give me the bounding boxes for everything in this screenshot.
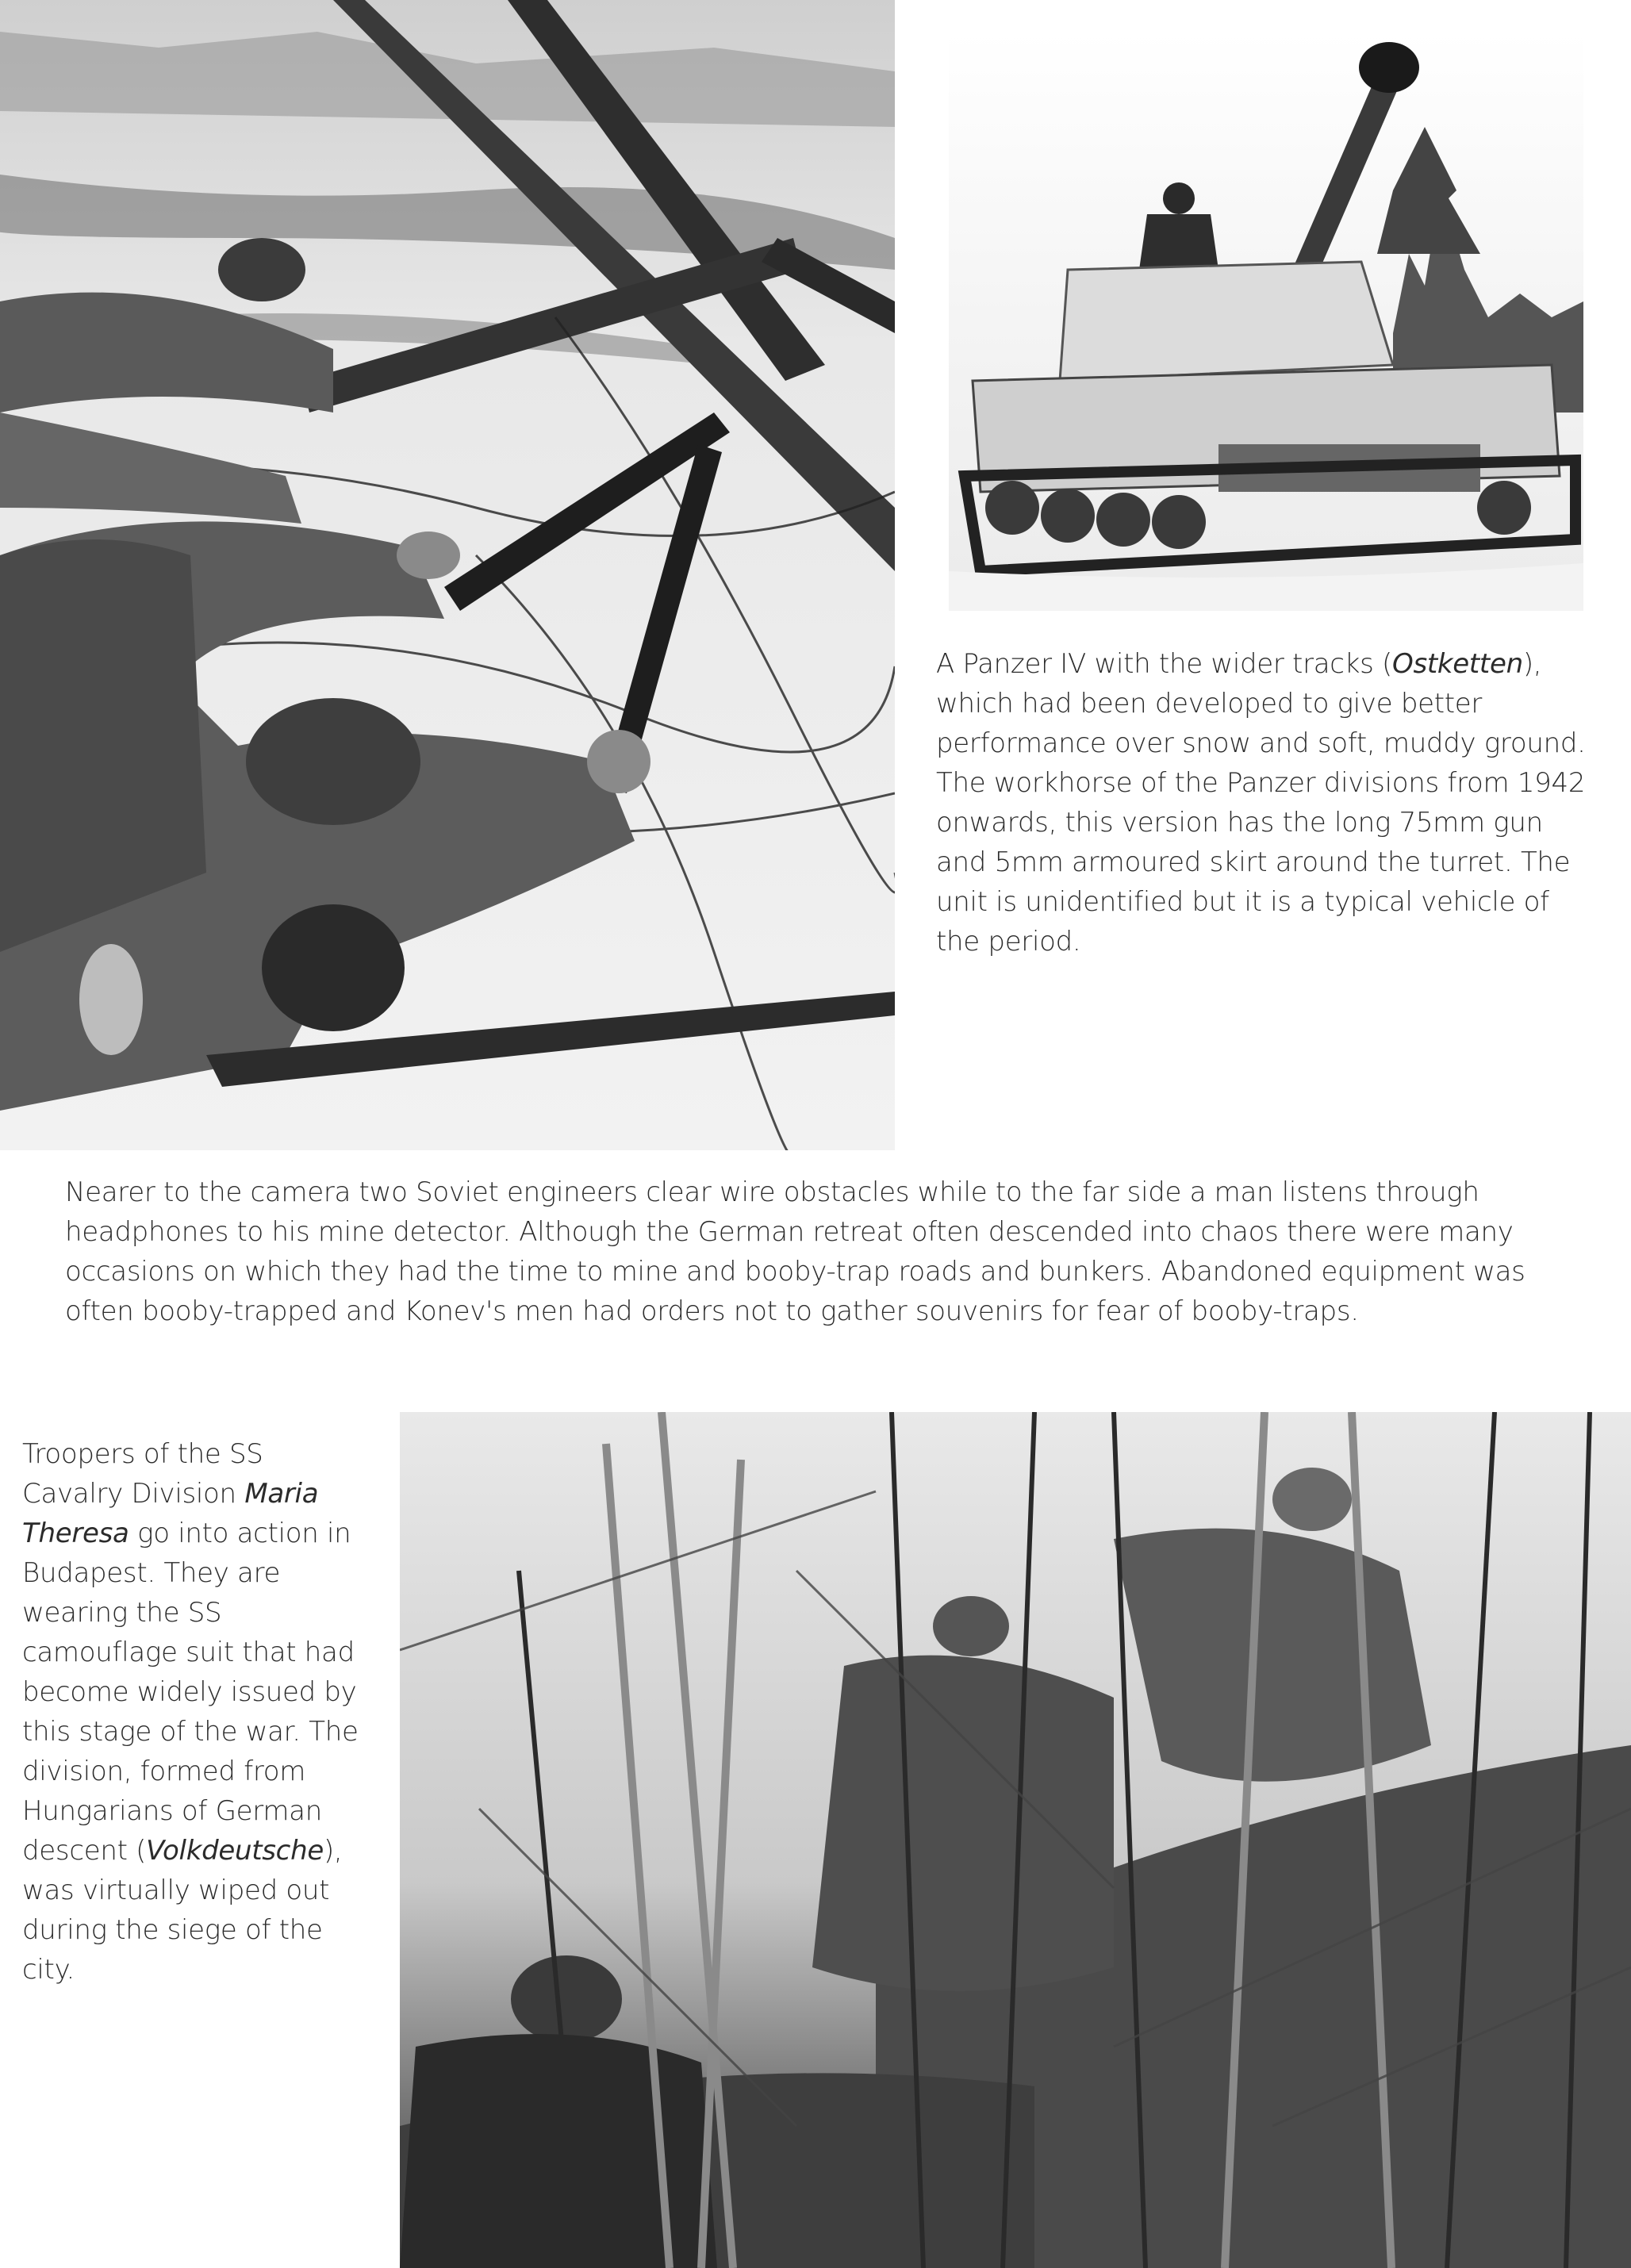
caption-engineers: Nearer to the camera two Soviet engineers clear wire obstacles while to the far side a man listens through headphones to his mine detector. Although the German retreat often descended into chaos there were many occasions on which they had the time to mine and booby-trap roads and bunkers. Abandoned equipment was often booby-trapped and Konev's men had orders not to gather souvenirs for fear of booby-traps. [65, 1176, 1525, 1327]
caption-troopers-italic-2: Volkdeutsche [146, 1835, 324, 1867]
caption-troopers-italic-1: Maria Theresa [22, 1478, 319, 1549]
caption-panzer-text-2: ), which had been developed to give better performance over snow and soft, muddy ground. The workhorse of the Panzer divisions from 1942 onwards, this version has the long 75mm gun and 5mm armoured skirt around the turret. The unit is unidentified but it is a typical vehicle of the period. [936, 648, 1586, 957]
caption-troopers-text-3: ), was virtually wiped out during the siege of the city. [22, 1835, 343, 1986]
caption-panzer-text-1: A Panzer IV with the wider tracks ( [936, 648, 1392, 680]
caption-troopers [22, 1434, 363, 1990]
caption-troopers-text-1: Troopers of the SS Cavalry Division [22, 1438, 263, 1510]
photo-engineers-wire [0, 0, 895, 1150]
photo-panzer-iv [949, 32, 1583, 611]
caption-troopers-text-2: go into action in Budapest. They are wearing the SS camouflage suit that had become widely issued by this stage of the war. The division, formed from Hungarians of German descent ( [22, 1518, 359, 1867]
caption-panzer-italic: Ostketten [1391, 648, 1523, 680]
caption-panzer [936, 644, 1595, 961]
photo-ss-troopers [400, 1412, 1631, 2268]
